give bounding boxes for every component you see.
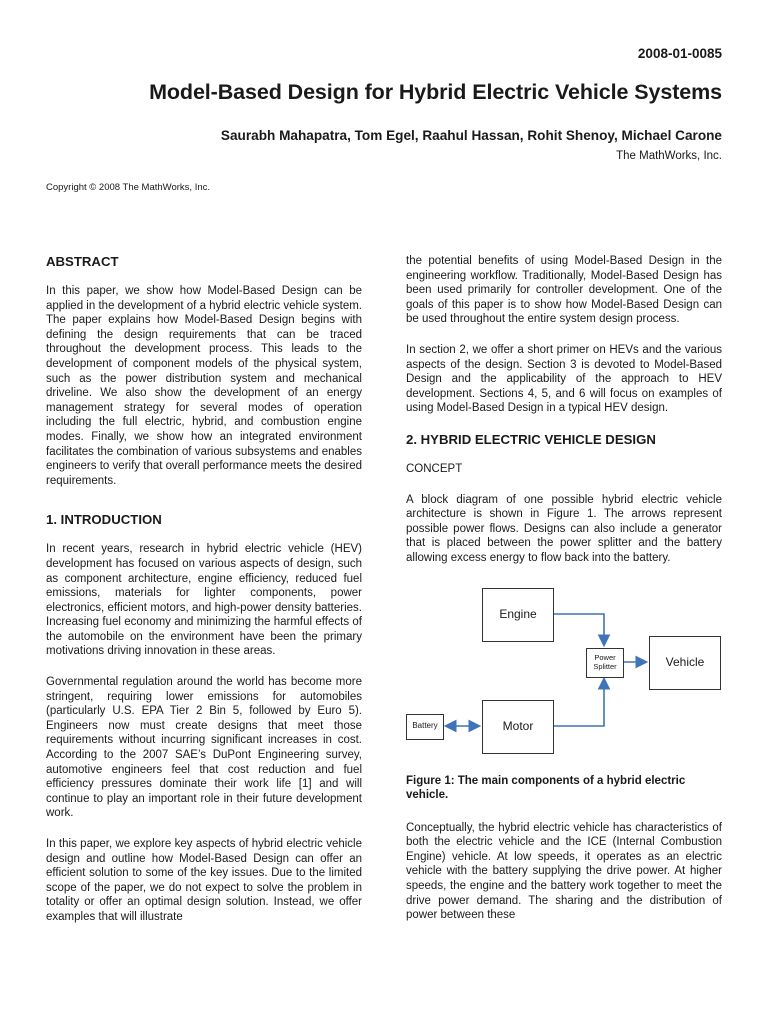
affiliation: The MathWorks, Inc. [616,150,722,162]
paper-title: Model-Based Design for Hybrid Electric Vehicle Systems [149,80,722,104]
introduction-heading: 1. INTRODUCTION [46,512,162,528]
right-column [406,254,722,939]
body-paragraph-3: A block diagram of one possible hybrid electric vehicle architecture is shown in Figure 1. The arrows represent possible power flows. Designs can also include a generator that is placed between the power splitter and the battery allowing excess energy to flow back into the battery. [406,493,722,564]
paper-number: 2008-01-0085 [637,46,722,61]
intro-paragraph-2: Governmental regulation around the world has become more stringent, requiring lower emissions for automobiles (particularly U.S. EPA Tier 2 Bin 5, followed by Euro 5). Engineers now must create designs that meet those requirements without incurring significant increases in cost. According to the 2007 SAE’s DuPont Engineering survey, automotive engineers feel that cost reduction and fuel efficiency pressures dominate their work life [1] and will continue to play an important role in their future development work. [46,676,362,820]
abstract-paragraph: In this paper, we show how Model-Based Design can be applied in the development of a hybrid electric vehicle system. The paper explains how Model-Based Design begins with defining the design requirements that can be traced throughout the development process. This leads to the development of component models of the physical system, such as the power distribution system and mechanical driveline. We also show the development of an energy management strategy for several modes of operation including the full electric, hybrid, and combustion engine modes. Finally, we show how an integrated environment facilitates the combination of various subsystems and enables engineers to verify that overall performance meets the desired requirements. [46,285,362,487]
hev-block-diagram [406,582,722,754]
body-paragraph-1: the potential benefits of using Model-Based Design in the engineering workflow. Traditionally, Model-Based Design has been used primarily for controller development. One of the goals of this paper is to show how Model-Based Design can be used throughout the entire system design process. [406,255,722,326]
left-column [46,254,362,941]
intro-paragraph-1: In recent years, research in hybrid electric vehicle (HEV) development has focused on various aspects of design, such as component architecture, engine efficiency, reduced fuel emissions, materials for lighter components, power electronics, efficient motors, and high-power density batteries. Increasing fuel economy and minimizing the harmful effects of the automobile on the environment have been the primary motivations driving innovation in these areas. [46,543,362,658]
battery-label: Battery [412,721,438,731]
author-list: Saurabh Mahapatra, Tom Egel, Raahul Hassan, Rohit Shenoy, Michael Carone [220,128,722,143]
body-paragraph-4: Conceptually, the hybrid electric vehicle has characteristics of both the electric vehicle and the ICE (Internal Combustion Engine) vehicle. At low speeds, it operates as an electric vehicle with the battery supplying the drive power. At higher speeds, the engine and the battery work together to meet the drive power demand. The sharing and the distribution of power between these [406,821,722,922]
engine-block [482,588,554,642]
vehicle-label: Vehicle [665,655,705,670]
figure-caption: Figure 1: The main components of a hybrid electric vehicle. [406,774,686,802]
concept-subheading: CONCEPT [406,462,463,475]
splitter-label-line2: Splitter [593,661,617,671]
abstract-heading: ABSTRACT [46,254,119,269]
section-2-heading: 2. HYBRID ELECTRIC VEHICLE DESIGN [406,431,656,447]
battery-block [406,714,444,740]
copyright-notice: Copyright © 2008 The MathWorks, Inc. [46,182,211,193]
motor-splitter-arrow [552,680,604,726]
splitter-label-line1: Power [594,653,616,662]
motor-block [482,700,554,754]
vehicle-block [649,636,721,690]
motor-label: Motor [502,719,534,734]
engine-label: Engine [499,607,537,622]
engine-to-splitter-arrow [552,614,604,644]
body-paragraph-2: In section 2, we offer a short primer on HEVs and the various aspects of the design. Section 3 is devoted to Model-Based Design and the applicability of the approach to HEV development. Sections 4, 5, and 6 will focus on examples of using Model-Based Design in a typical HEV design. [406,343,722,415]
intro-paragraph-3: In this paper, we explore key aspects of hybrid electric vehicle design and outline how Model-Based Design can offer an efficient solution to some of the key issues. Due to the limited scope of the paper, we do not expect to solve the problem in totality or offer an optimal design solution. Instead, we offer examples that will illustrate [46,838,362,923]
power-splitter-block [586,648,624,678]
